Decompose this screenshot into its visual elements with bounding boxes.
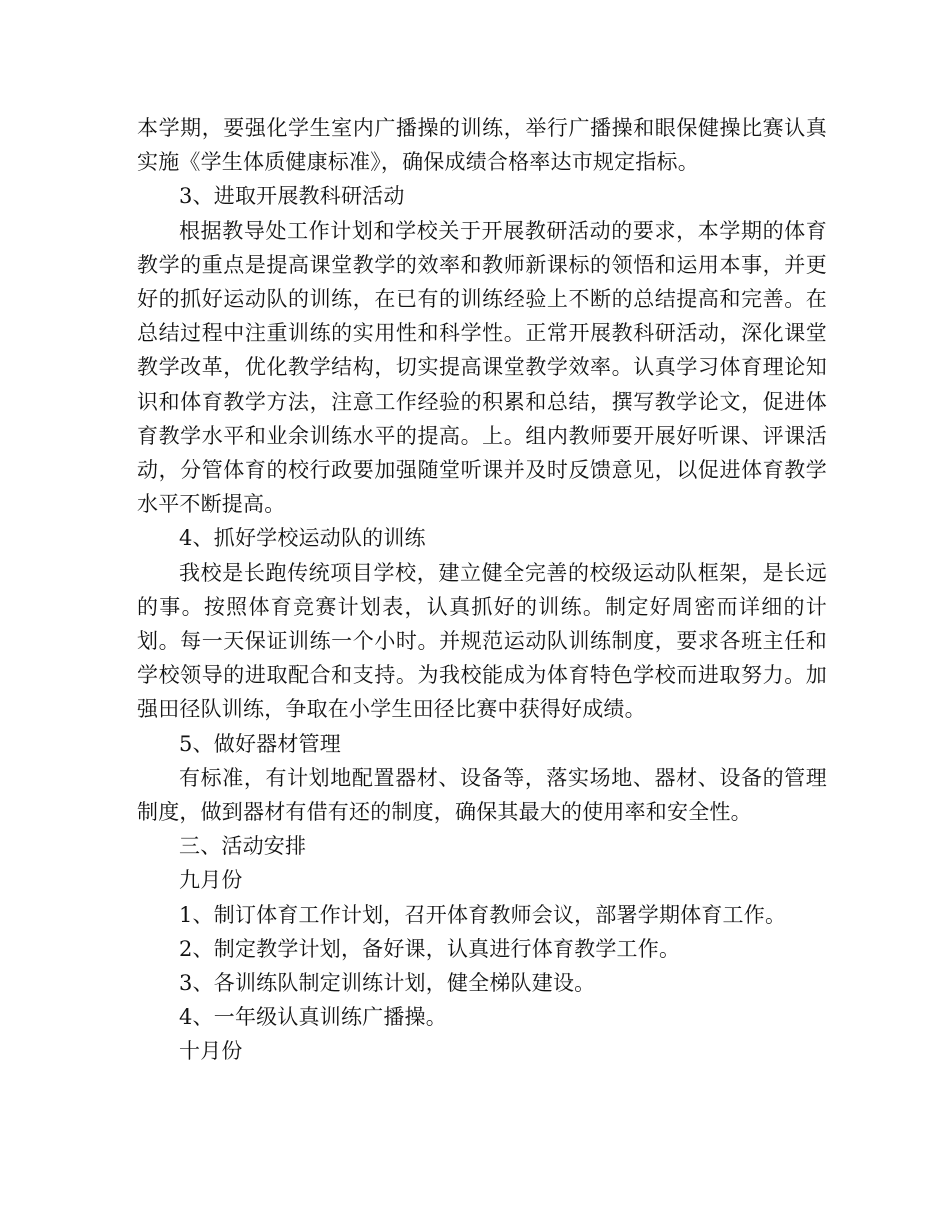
september-item: 2、制定教学计划，备好课，认真进行体育教学工作。 <box>179 936 681 961</box>
section-5-heading: 5、做好器材管理 <box>179 731 341 756</box>
september-label: 九月份 <box>179 868 243 893</box>
document-body <box>137 111 827 1069</box>
october-label: 十月份 <box>179 1039 243 1064</box>
continuation-paragraph: 本学期，要强化学生室内广播操的训练，举行广播操和眼保健操比赛认真实施《学生体质健康标准》，确保成绩合格率达市规定指标。 <box>137 116 827 175</box>
september-item: 1、制订体育工作计划，召开体育教师会议，部署学期体育工作。 <box>179 902 787 927</box>
section-4-body: 我校是长跑传统项目学校，建立健全完善的校级运动队框架，是长远的事。按照体育竞赛计划表，认真抓好的训练。制定好周密而详细的计划。每一天保证训练一个小时。并规范运动队训练制度，要求各班主任和学校领导的进取配合和支持。为我校能成为体育特色学校而进取努力。加强田径队训练，争取在小学生田径比赛中获得好成绩。 <box>137 560 827 722</box>
september-item: 4、一年级认真训练广播操。 <box>179 1005 447 1030</box>
part-3-heading: 三、活动安排 <box>179 834 307 859</box>
section-3-heading: 3、进取开展教科研活动 <box>179 184 405 209</box>
section-5-body: 有标准，有计划地配置器材、设备等，落实场地、器材、设备的管理制度，做到器材有借有还的制度，确保其最大的使用率和安全性。 <box>137 765 827 825</box>
september-item: 3、各训练队制定训练计划，健全梯队建设。 <box>179 971 596 996</box>
section-4-heading: 4、抓好学校运动队的训练 <box>179 526 426 551</box>
section-3-body: 根据教导处工作计划和学校关于开展教研活动的要求，本学期的体育教学的重点是提高课堂教学的效率和教师新课标的领悟和运用本事，并更好的抓好运动队的训练，在已有的训练经验上不断的总结提高和完善。在总结过程中注重训练的实用性和科学性。正常开展教科研活动，深化课堂教学改革，优化教学结构，切实提高课堂教学效率。认真学习体育理论知识和体育教学方法，注意工作经验的积累和总结，撰写教学论文，促进体育教学水平和业余训练水平的提高。上。组内教师要开展好听课、评课活动，分管体育的校行政要加强随堂听课并及时反馈意见，以促进体育教学水平不断提高。 <box>137 218 827 517</box>
